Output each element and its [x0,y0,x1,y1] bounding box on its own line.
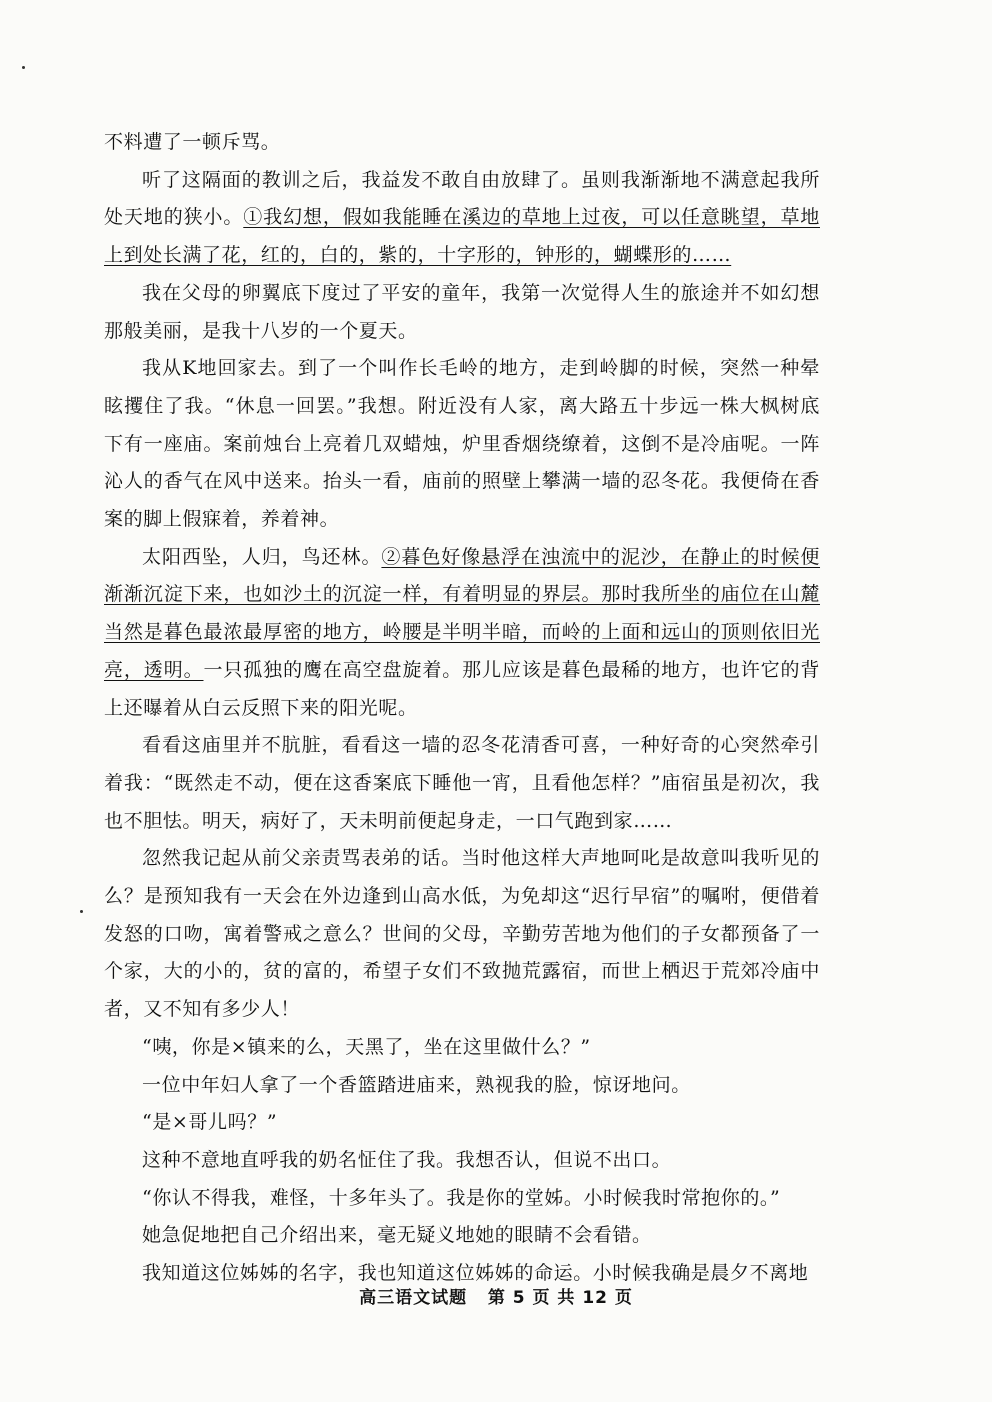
paragraph-text: 这种不意地直呼我的奶名怔住了我。我想否认，但说不出口。 [142,1148,672,1171]
footer-page-number: 第 5 页 共 12 页 [487,1288,633,1308]
paragraph-text: 一只孤独的鹰在高空盘旋着。那儿应该是暮色最稀的地方，也许它的背上还曝着从白云反照下来的阳光呢。 [104,658,820,719]
paragraph-text: 不料遭了一顿斥骂。 [104,131,281,153]
dialog-line: “咦，你是×镇来的么，天黑了，坐在这里做什么？” [142,1035,591,1058]
paragraph [104,124,820,162]
scan-speck [80,910,83,913]
underlined-sentence-1: ①我幻想，假如我能睡在溪边的草地上过夜，可以任意眺望，草地上到处长满了花，红的，白的，紫的，十字形的，钟形的，蝴蝶形的…… [104,206,820,267]
paragraph [104,162,820,275]
paragraph-text: 忽然我记起从前父亲责骂表弟的话。当时他这样大声地呵叱是故意叫我听见的么？是预知我有一天会在外边逢到山高水低，为免却这“迟行早宿”的嘱咐，便借着发怒的口吻，寓着警戒之意么？世间的父母，辛勤劳苦地为他们的子女都预备了一个家，大的小的，贫的富的，希望子女们不致抛荒露宿，而世上栖迟于荒郊冷庙中者，又不知有多少人！ [104,847,820,1021]
paragraph [104,840,820,1029]
paragraph [104,1180,820,1218]
dialog-line: “是×哥儿吗？” [142,1111,278,1134]
paragraph-text: 我从K地回家去。到了一个叫作长毛岭的地方，走到岭脚的时候，突然一种晕眩攫住了我。“休息一回罢。”我想。附近没有人家，离大路五十步远一株大枫树底下有一座庙。案前烛台上亮着几双蜡烛，炉里香烟绕缭着，这倒不是冷庙呢。一阵沁人的香气在风中送来。抬头一看，庙前的照壁上攀满一墙的忍冬花。我便倚在香案的脚上假寐着，养着神。 [104,357,820,531]
paragraph [104,1217,820,1255]
paragraph-text: 我知道这位姊姊的名字，我也知道这位姊姊的命运。小时候我确是晨夕不离地 [142,1262,809,1285]
paragraph-text: 一位中年妇人拿了一个香篮踏进庙来，熟视我的脸，惊讶地问。 [142,1073,691,1096]
passage-text [104,124,820,1293]
paragraph [104,727,820,840]
paragraph [104,1104,820,1142]
paragraph [104,1142,820,1180]
paragraph [104,539,820,728]
paragraph [104,1029,820,1067]
footer-exam-title: 高三语文试题 [359,1288,468,1308]
paragraph [104,275,820,350]
dialog-line: “你认不得我，难怪，十多年头了。我是你的堂姊。小时候我时常抱你的。” [142,1186,781,1209]
page-footer [0,1283,992,1308]
paragraph-text: 我在父母的卵翼底下度过了平安的童年，我第一次觉得人生的旅途并不如幻想那般美丽，是我十八岁的一个夏天。 [104,281,820,342]
paragraph [104,350,820,539]
paragraph-text: 听了这隔面的教训之后，我益发不敢自由放肆了。虽则我渐渐地不满意起我所处天地的狭小。 [104,168,820,229]
paragraph-text: 她急促地把自己介绍出来，毫无疑义地她的眼睛不会看错。 [142,1224,652,1247]
paragraph [104,1067,820,1105]
paragraph-text: 太阳西坠，人归，鸟还林。 [142,545,382,568]
paragraph-text: 看看这庙里并不肮脏，看看这一墙的忍冬花清香可喜，一种好奇的心突然牵引着我：“既然走不动，便在这香案底下睡他一宵，且看他怎样？”庙宿虽是初次，我也不胆怯。明天，病好了，天未明前便起身走，一口气跑到家…… [104,734,820,832]
scan-speck [22,66,25,69]
underlined-sentence-2: ②暮色好像悬浮在浊流中的泥沙，在静止的时候便渐渐沉淀下来，也如沙土的沉淀一样，有着明显的界层。那时我所坐的庙位在山麓当然是暮色最浓最厚密的地方，岭腰是半明半暗，而岭的上面和远山的顶则依旧光亮，透明。 [104,545,821,681]
